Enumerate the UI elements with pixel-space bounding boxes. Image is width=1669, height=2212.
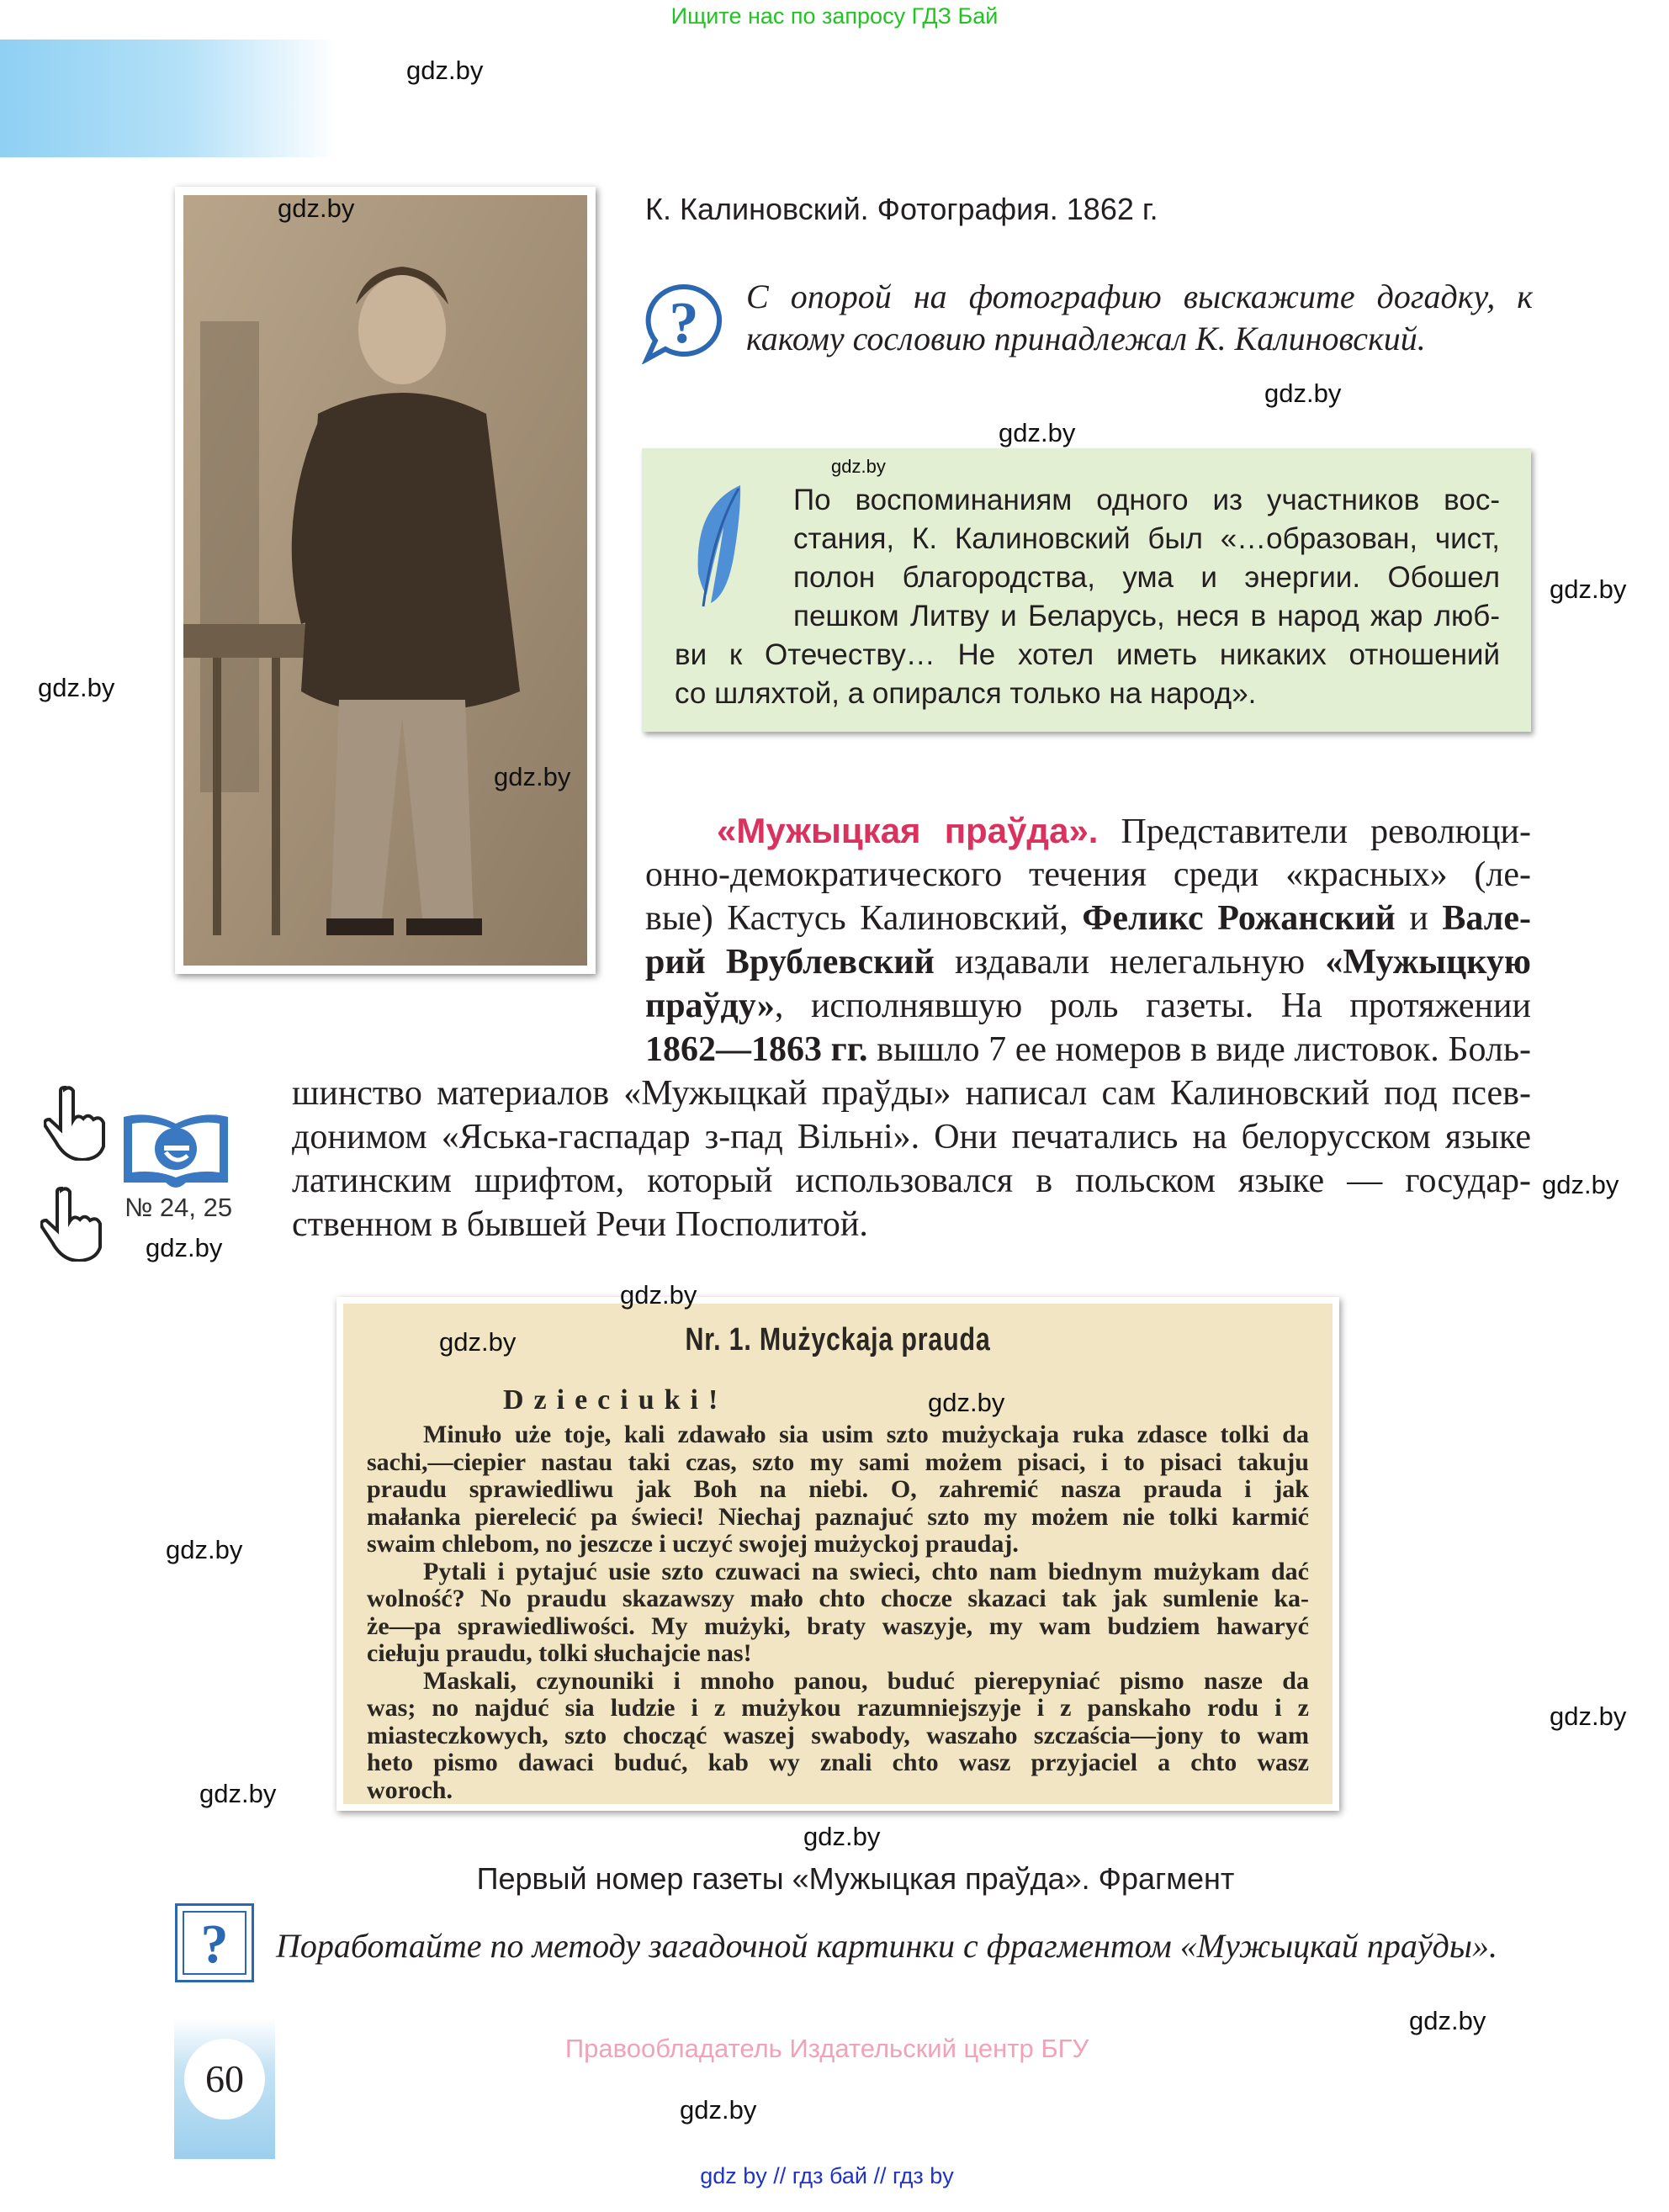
header-band <box>0 40 336 157</box>
photo-caption: К. Калиновский. Фотография. 1862 г. <box>645 192 1158 226</box>
bottom-links[interactable]: gdz by // гдз бай // гдз by <box>700 2163 954 2188</box>
newspaper-title: Nr. 1. Mużyckaja prauda <box>685 1322 991 1357</box>
watermark: gdz.by <box>1264 378 1342 408</box>
body-text: вышло 7 ее номеров в виде листовок. Боль- <box>867 1030 1531 1069</box>
watermark: gdz.by <box>166 1535 243 1564</box>
watermark: gdz.by <box>439 1327 517 1357</box>
body-text: ственном в бывшей Речи Посполитой. <box>292 1205 868 1244</box>
body-line <box>645 940 1531 984</box>
watermark: gdz.by <box>928 1388 1005 1417</box>
newspaper-line: woroch. <box>367 1775 453 1804</box>
body-text: латинским шрифтом, который использовался в польском языке — государ- <box>292 1162 1531 1200</box>
watermark: gdz.by <box>1409 2006 1486 2035</box>
watermark: gdz.by <box>999 418 1076 447</box>
newspaper-line: ciełuju praudu, tolki słuchajcie nas! <box>367 1639 752 1667</box>
task-text: Поработайте по методу загадочной картинки с фрагментом «Мужыцкай праўды». <box>276 1927 1497 1965</box>
newspaper-line: heto pismo dawaci buduć, kab wy znali chto wasz przyjaciel a chto wasz <box>367 1749 1309 1776</box>
kalinovsky-photo <box>175 187 596 974</box>
body-line <box>645 1028 1531 1072</box>
section-heading: «Мужыцкая праўда». <box>717 811 1099 850</box>
body-text: , исполнявшую роль газеты. На протяжении <box>774 987 1531 1025</box>
body-text: издавали нелегальную <box>934 943 1326 982</box>
body-line <box>292 1072 1531 1115</box>
body-text: и <box>1395 899 1443 938</box>
bold-term: «Мужыцкую <box>1325 943 1531 982</box>
watermark: gdz.by <box>803 1822 881 1851</box>
question-text: С опорой на фотографию выскажите догадку, к какому сословию принадлежал К. Калиновский. <box>746 278 1533 357</box>
bold-term: рий Врублевский <box>645 943 935 982</box>
newspaper-fragment-image <box>336 1297 1339 1811</box>
quote-line: ви к Отечеству… Не хотел иметь никаких отношений <box>675 638 1500 671</box>
bold-term: 1862—1863 гг. <box>645 1030 868 1069</box>
body-line <box>645 853 1531 897</box>
quote-line: полон благородства, ума и энергии. Обошел <box>793 561 1500 594</box>
pointing-hand-icon <box>40 1186 108 1266</box>
newspaper-caption: Первый номер газеты «Мужыцкая праўда». Фрагмент <box>476 1861 1235 1896</box>
body-line <box>292 1203 1531 1246</box>
top-search-note: Ищите нас по запросу ГДЗ Бай <box>670 3 999 29</box>
watermark: gdz.by <box>146 1233 223 1262</box>
newspaper-line: Pytali i pytajuć usie szto czuwaci na swieci, chto nam biednym mużykam dać <box>423 1557 1309 1585</box>
newspaper-line: Maskali, czynouniki i mnoho panou, buduć pierepyniać pismo nasze da <box>423 1666 1309 1695</box>
svg-text:?: ? <box>669 291 699 356</box>
newspaper-line: praudu sprawiedliwu jak Boh na niebi. O, zahremić nasza prauda i jak <box>367 1475 1309 1503</box>
portrait-image <box>183 195 587 966</box>
watermark: gdz.by <box>1550 574 1627 604</box>
watermark: gdz.by <box>680 2095 757 2125</box>
newspaper-line: sachi,—ciepier nastau taki czas, szto my sami możem pisaci, i to pisaci takuju <box>367 1447 1309 1476</box>
bold-term: праўду» <box>645 987 775 1025</box>
body-line <box>645 897 1531 940</box>
watermark: gdz.by <box>38 673 115 702</box>
watermark: gdz.by <box>1542 1170 1619 1199</box>
watermark: gdz.by <box>620 1280 697 1310</box>
newspaper-greeting: Dzieciuki! <box>503 1384 729 1416</box>
quote-box <box>642 448 1531 732</box>
watermark: gdz.by <box>494 762 571 791</box>
page-number: 60 <box>184 2039 265 2119</box>
watermark: gdz.by <box>199 1779 277 1808</box>
quote-line: со шляхтой, а опирался только на народ». <box>675 677 1257 710</box>
quote-line: пешком Литву и Беларусь, неся в народ жар люб- <box>793 600 1500 632</box>
body-line <box>292 1115 1531 1159</box>
quote-line: По воспоминаниям одного из участников вос- <box>793 484 1500 516</box>
newspaper-line: swaim chlebom, no jeszcze i uczyć swojej mużyckoj praudaj. <box>367 1530 1019 1558</box>
feather-icon <box>688 482 747 608</box>
bold-term: Вале- <box>1442 899 1531 938</box>
question-bubble-icon <box>642 280 726 364</box>
body-text: Представители революци- <box>1098 812 1531 851</box>
newspaper-line: was; no najduć sia ludzie i z mużykou razumniejszyje i z panskaho rodu i z <box>367 1694 1309 1722</box>
body-line <box>645 809 1531 854</box>
e-book-icon[interactable] <box>122 1109 230 1193</box>
watermark: gdz.by <box>278 193 355 223</box>
bold-term: Феликс Рожанский <box>1082 899 1396 938</box>
pointing-hand-icon <box>44 1085 111 1165</box>
quote-line: стания, К. Калиновский был «…образован, чист, <box>793 522 1500 555</box>
watermark: gdz.by <box>406 56 484 85</box>
newspaper-line: wolność? No praudu skazawszy mało chto chocze skazaci tak jak sumlenie ka- <box>367 1585 1309 1612</box>
body-text: онно-демократического течения среди «красных» (ле- <box>645 855 1531 894</box>
question-mark: ? <box>183 1911 246 1975</box>
newspaper-line: małanka pierelecić pa świeci! Niechaj paznajuć szto my możem nie tolki karmić <box>367 1502 1309 1531</box>
newspaper-line: że—pa sprawiedliwości. My mużyki, braty waszyje, my wam budziem hawaryć <box>367 1611 1309 1640</box>
e-resource-numbers: № 24, 25 <box>125 1193 233 1222</box>
body-text: шинство материалов «Мужыцкай праўды» написал сам Калиновский под псев- <box>292 1074 1531 1113</box>
copyright-notice: Правообладатель Издательский центр БГУ <box>564 2034 1089 2063</box>
body-line <box>645 984 1531 1028</box>
watermark: gdz.by <box>831 456 886 477</box>
watermark: gdz.by <box>1550 1701 1627 1731</box>
newspaper-line: Minuło uże toje, kali zdawało sia usim szto mużyckaja ruka zdasce tolki da <box>423 1421 1309 1448</box>
body-text: вые) Кастусь Калиновский, <box>645 899 1083 938</box>
question-box-icon <box>175 1903 254 1982</box>
newspaper-line: miasteczkowych, szto chocząć waszej swabody, waszaho szczaścia—jony to wam <box>367 1721 1309 1749</box>
body-line <box>292 1159 1531 1203</box>
body-text: донимом «Яська-гаспадар з-пад Вільні». Они печатались на белорусском языке <box>292 1118 1531 1156</box>
